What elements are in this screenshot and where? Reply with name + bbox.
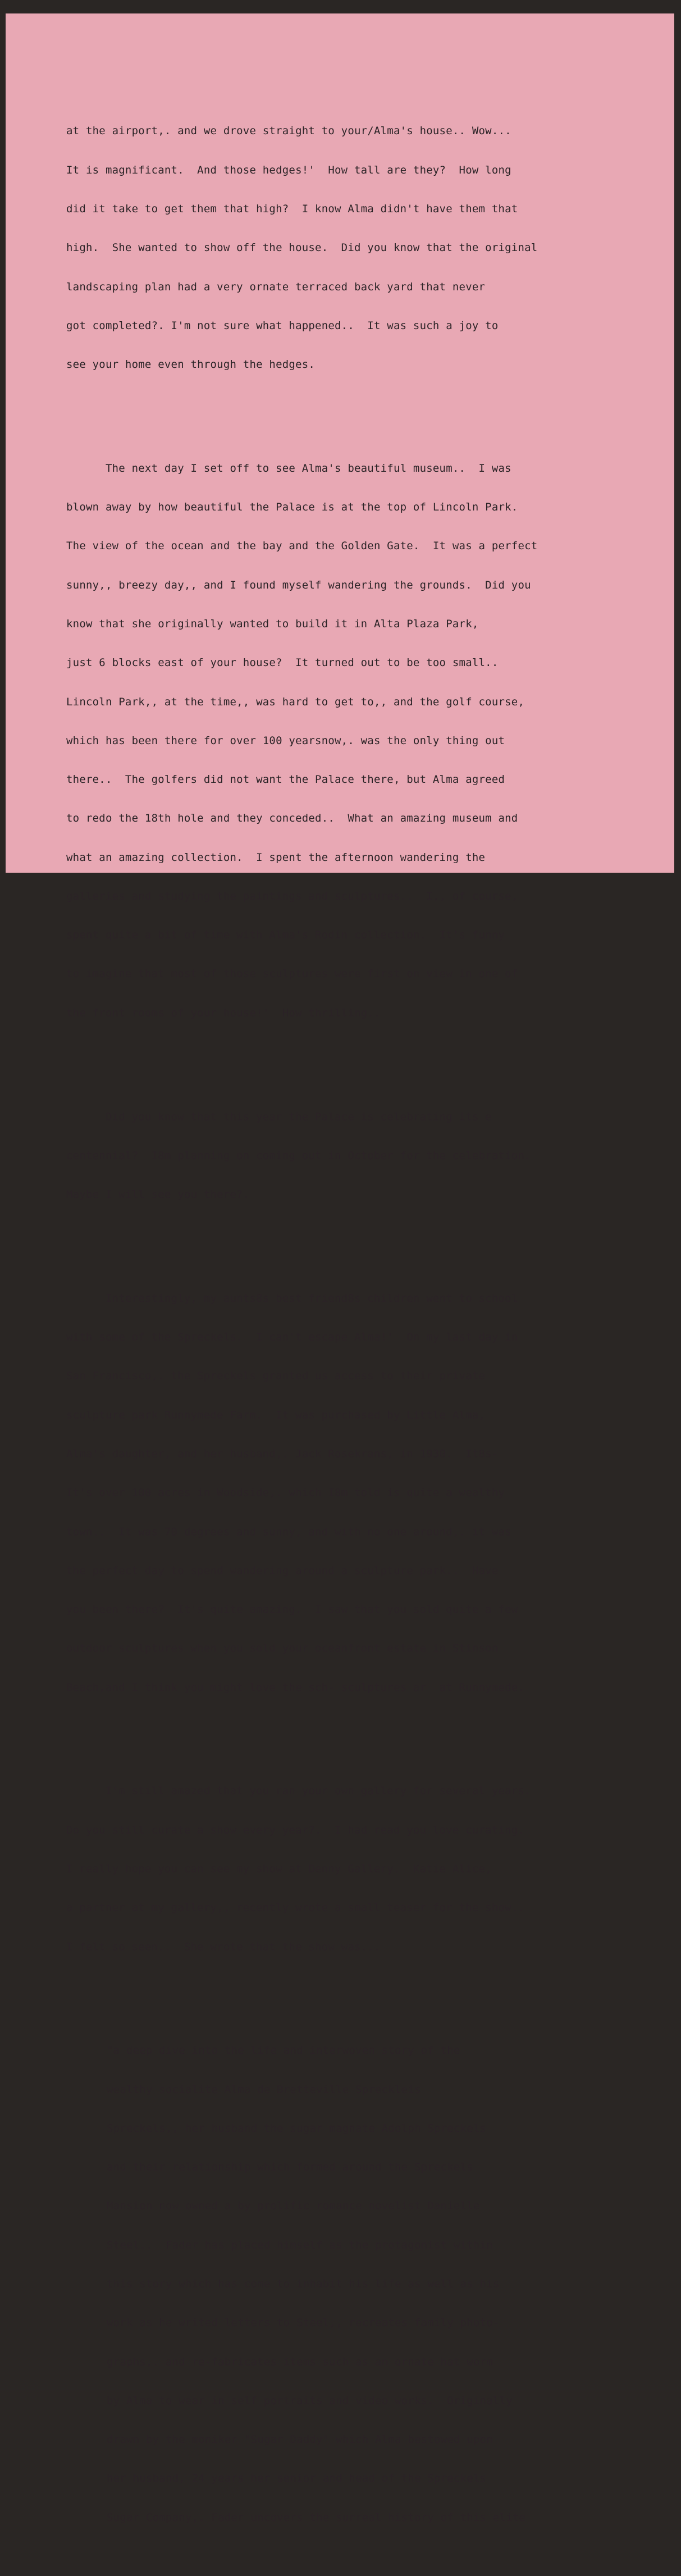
text-line: did it take to get them that high? I know Alma didn't have them that xyxy=(66,202,518,215)
quote-line: Sugar Company,. Fader uncovers the surreal history of this elite xyxy=(107,2511,526,2524)
text-line: high. She wanted to show off the house. Did you know that the original xyxy=(66,241,538,254)
text-line: It is magnificant. And those hedges!' How tall are they? How long xyxy=(66,163,511,176)
text-line: there.. The golfers did not want the Palace there, but Alma agreed xyxy=(66,773,505,786)
letter-page xyxy=(6,13,674,2524)
text-line: which has been there for over 100 yearsnow,. was the only thing out xyxy=(66,734,505,747)
text-line: Alma's daughter, and her husband,. Jack Rosekrans, in 1930. It8s- xyxy=(66,1447,499,1460)
text-line: the front rooms of your house!' How thrilling.. xyxy=(66,1006,381,1019)
text-line: galleries and studying the paintings and sculptures.. I,, of course, xyxy=(66,890,518,902)
paragraph-1 xyxy=(66,99,661,397)
text-line: The view of the ocean and the bay and the Golden Gate. It was a perfect xyxy=(66,540,538,553)
quote-line: her husband, 24 years her senior and head of the Spreckels xyxy=(107,2472,487,2485)
text-line: with some of the Spreckels. I can't escape Alma!' On my last day in xyxy=(66,1331,518,1344)
quote-line: this story which has come to inhabit his life as well as his xyxy=(107,2277,500,2290)
text-line: spent quite a bit of time with Alma's Rodin collection. It's funny xyxy=(66,929,505,942)
quote-line: drawn by the moniker "Sugar Daddy" which Alma bestowed upon xyxy=(107,2433,493,2446)
text-line: sculpture park Runnymede Farm. It was purchased by Little Alma, xyxy=(66,1408,486,1421)
text-line: San Francisco,. the Spreckels granted us access to their private xyxy=(66,1370,486,1383)
text-line: know that she originally wanted to build it in Alta Plaza Park, xyxy=(66,617,479,630)
text-line: to redo the 18th hole and they conceded.. What an amazing museum and xyxy=(66,812,518,825)
quote-line: graphs,. and re-fabricates items such as an ornate hat worm xyxy=(107,2355,493,2368)
text-line: blown away by how beautiful the Palace is at the top of Lincoln Park. xyxy=(66,501,518,514)
paragraph-2 xyxy=(66,436,661,1046)
text-line: I really hope you can see my show at Denny Gallery. Katie Alice, xyxy=(66,1862,492,1875)
text-line: centennial? I8m planning on coming out in October for the celebration. xyxy=(66,1149,531,1162)
text-line: landscaping plan had a very ornate terraced back yard that never xyxy=(66,280,486,293)
text-line: you been there? It's quite amazing. I saw that you sold quite a few xyxy=(66,1603,518,1616)
text-line: town.. It was 70 degrees and sunny, and with no one around,. it was xyxy=(66,1525,511,1538)
text-line: a partner at my gallery,, recently wrote a small teaser for the show.. xyxy=(66,1902,525,1914)
text-line: Interestingly, my aunts8s best friend8s children went to school xyxy=(66,1292,518,1305)
text-line: sunny,, breezy day,, and I found myself wandering the grounds. Did you xyxy=(66,578,531,591)
text-line: to imagine that most of those sculptures were first on view in one of xyxy=(66,968,518,981)
text-line: what an amazing collection. I spent the afternoon wandering the xyxy=(66,851,486,864)
letter-body xyxy=(66,73,661,2576)
text-line: the perfect day to spend wandering around a sculpture park.. Have xyxy=(66,1564,499,1577)
quote-line: work as he writed letters to Steel,, recreates family photo- xyxy=(107,2317,500,2329)
quote-line: by Alma to wear in self portraits and video works. Originally xyxy=(107,2394,513,2407)
paragraph-3 xyxy=(66,1084,661,1227)
paragraph-5 xyxy=(66,1759,661,1980)
block-quote xyxy=(66,2018,661,2550)
text-line: just 6 blocks east of your house? It turned out to be too small.. xyxy=(66,656,499,669)
text-line: I felt so seen.. She wrote that the show was... xyxy=(66,1940,381,1953)
text-line: Did you know that this year the Palace is celebrating its e xyxy=(66,1110,492,1123)
quote-line: Steel.. Fader has placed himself as the protagonist within xyxy=(107,2238,493,2251)
text-line: It's over 100 acres in Woodside,. which I8m told is quite a wealthy xyxy=(66,1487,505,1499)
text-line: see your home even through the hedges. xyxy=(66,358,316,371)
text-line: at the airport,. and we drove straight to your/Alma's house.. Wow... xyxy=(66,125,511,138)
quote-line: Spreckels,, her husband the sugar magnate Adolph Spreckels xyxy=(107,2122,487,2135)
text-line: Beach,and I think you might love the sch- sculptures ar at Runnymede. xyxy=(66,1681,525,1694)
quote-line: and their relationship which formed around the Spreckels xyxy=(107,2161,473,2174)
text-line: The next day I set off to see Alma's beautiful museum.. I was xyxy=(66,462,511,475)
text-line: outdoor sculptures when you sold your oceanfront estate in Stinson xyxy=(66,1642,499,1655)
paragraph-4 xyxy=(66,1266,661,1720)
text-line: Lincoln Park,, at the time,, was hard to get to,, and the golf course, xyxy=(66,695,525,708)
text-line: Do you still curate a show every year?. I had read you love curating. xyxy=(66,1823,525,1836)
text-line: got completed?. I'm not sure what happened.. It was such a joy to xyxy=(66,319,499,332)
quote-line: "a deep dive into the life and interwoven story of the xyxy=(107,2044,460,2057)
quote-line: wealthy socialite Alma de Bretteville Spreckleis xyxy=(107,2083,421,2096)
quote-line: Mansion now owned a by prolific romance novelist Danielle xyxy=(107,2200,480,2213)
text-line: Maybe I will see you there?. xyxy=(66,1188,250,1201)
text-line: I'm still amazed that you ran your own gallery for several years. xyxy=(66,1785,531,1798)
